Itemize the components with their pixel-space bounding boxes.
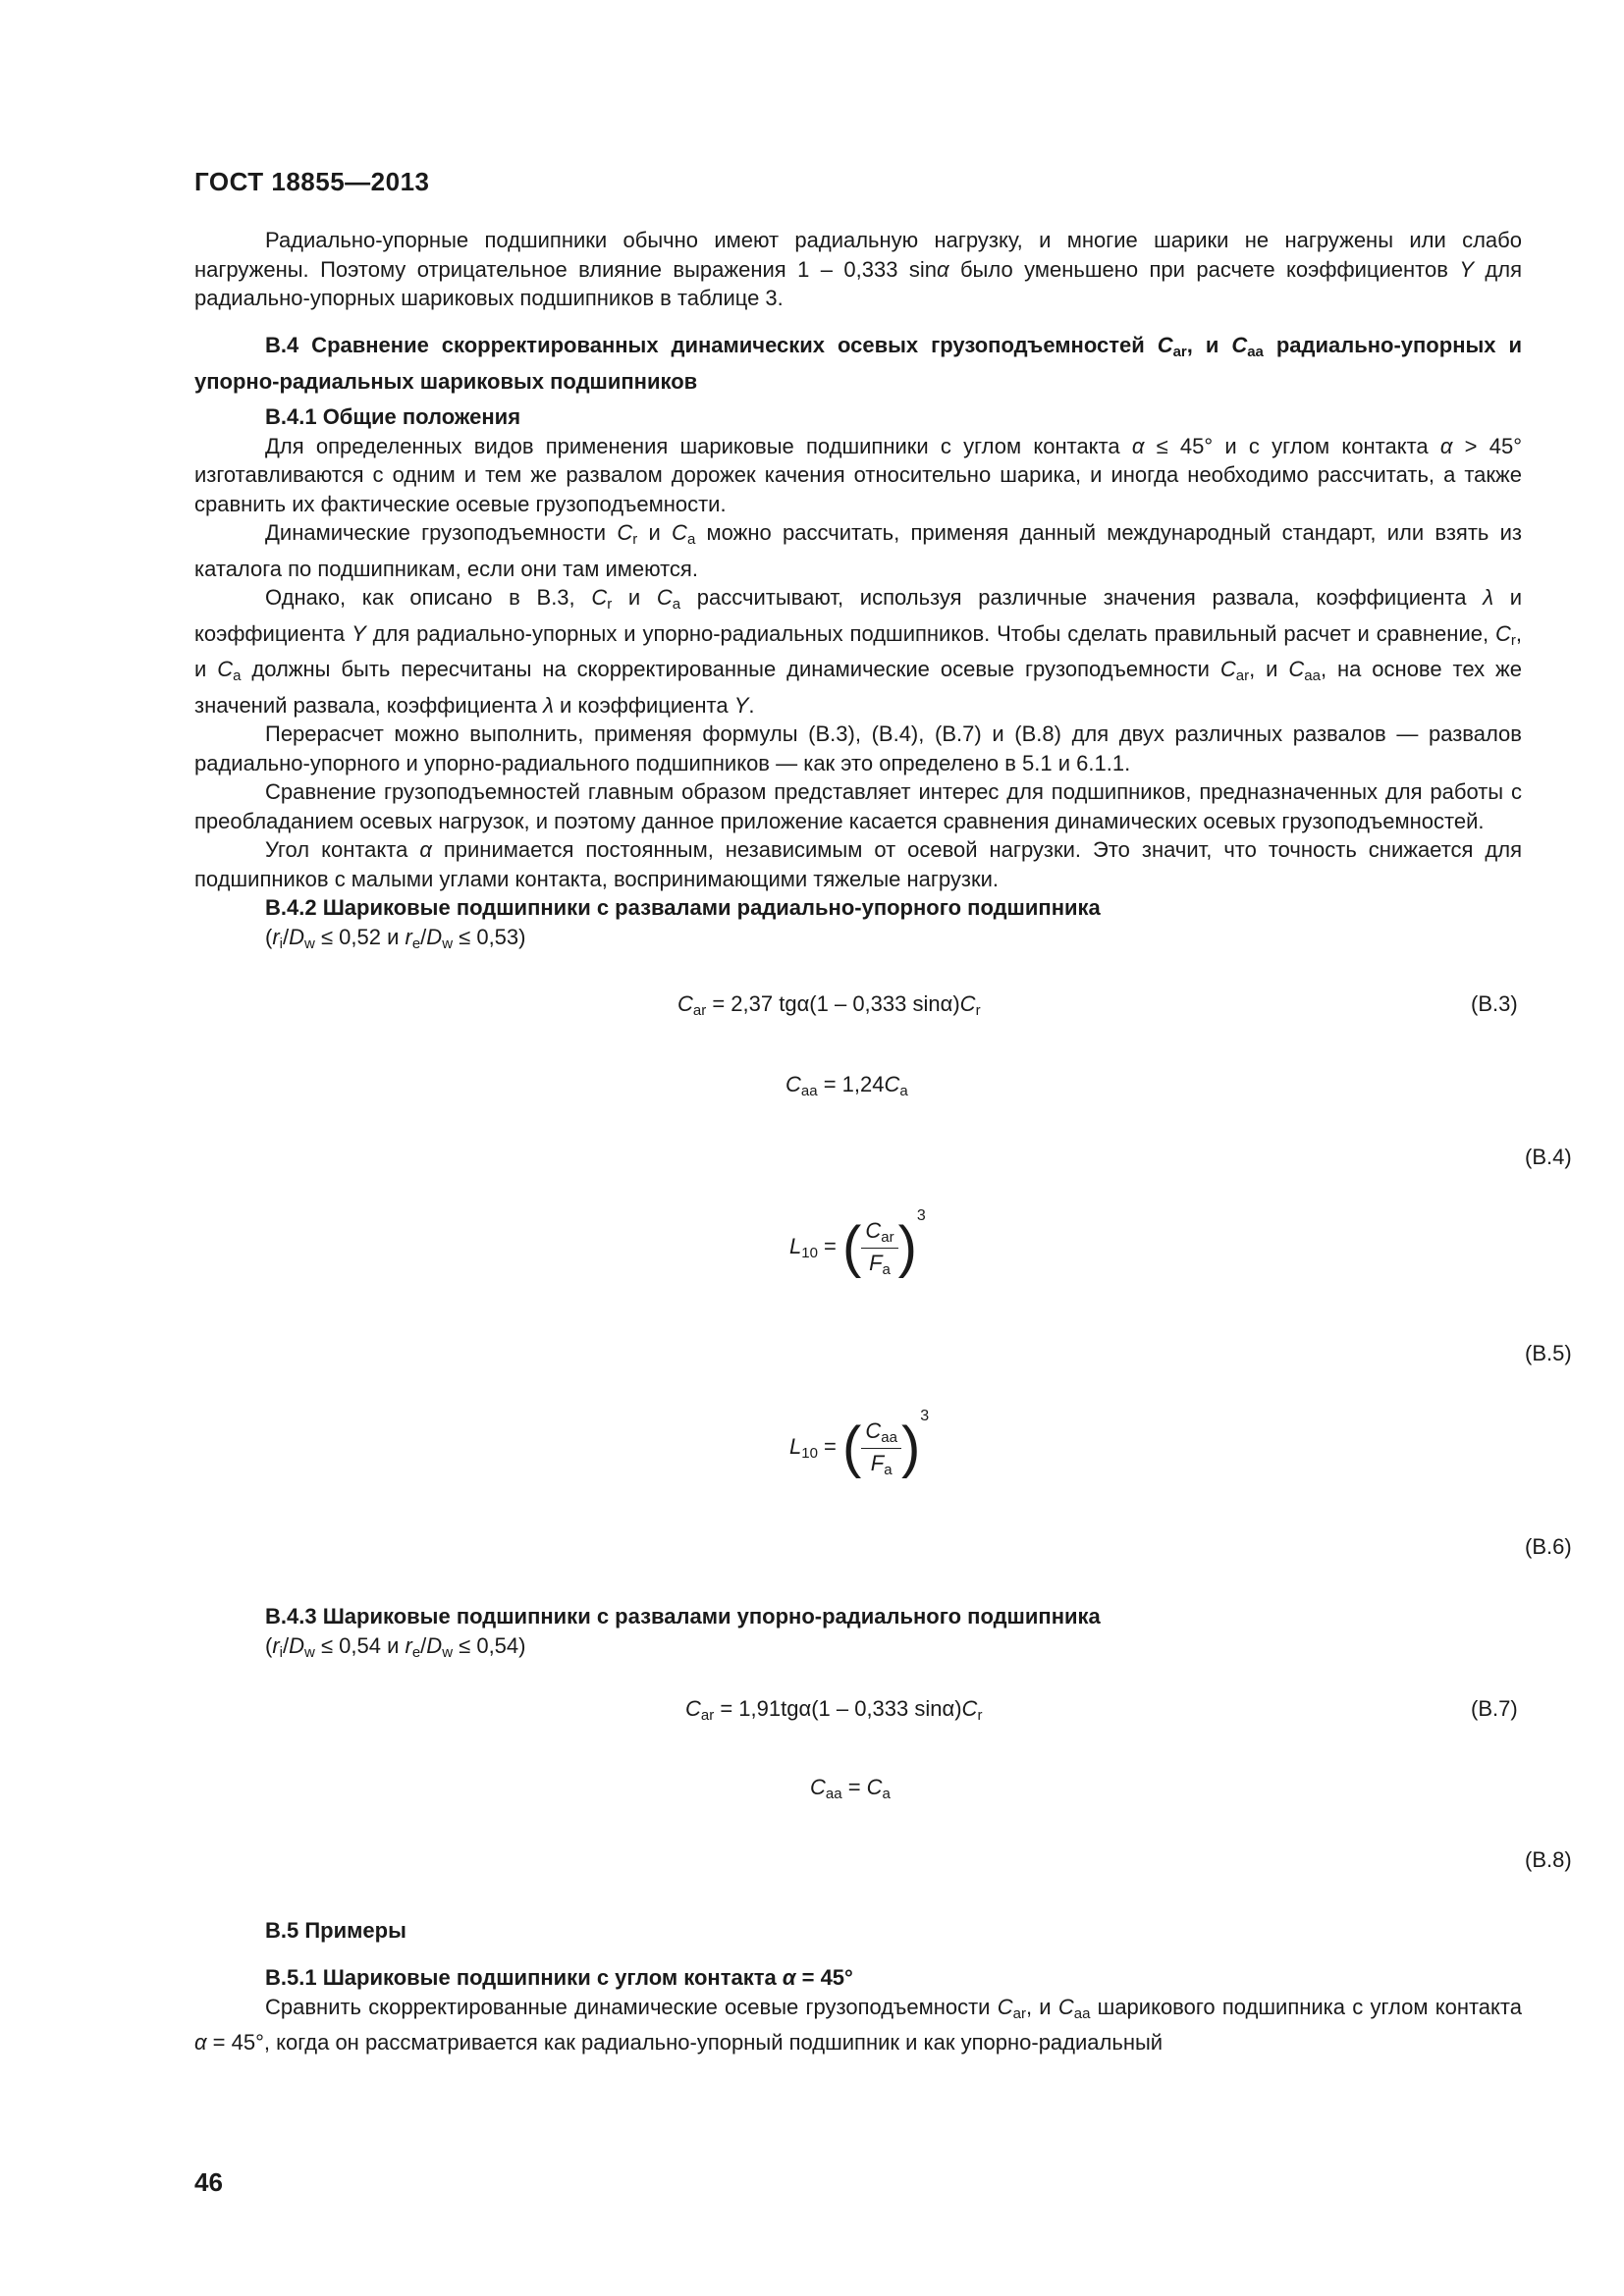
- formula-b5-fraction: [861, 1218, 897, 1278]
- formula-b6-numerator: $C_{aa}$: [861, 1418, 901, 1449]
- document-header: ГОСТ 18855—2013: [194, 167, 430, 196]
- section-b43-heading: B.4.3 Шариковые подшипники с развалами упорно-радиального подшипника: [265, 1604, 1101, 1629]
- formula-b3: $C_{ar} = 2,37$ tgα(1 – 0,333 $\sin\alpha)C_r$: [677, 991, 981, 1019]
- formula-b6-exponent: 3: [920, 1408, 930, 1424]
- formula-b6-lhs: $L_{10}$ =: [789, 1434, 837, 1462]
- intro-paragraph: [194, 226, 1522, 313]
- page-number: 46: [194, 2167, 223, 2197]
- section-b41: [194, 402, 1522, 958]
- b41-paragraph-4: Перерасчет можно выполнить, применяя формулы (B.3), (B.4), (B.7) и (B.8) для двух различных развалов — развалов радиально-упорного и упорно-радиального подшипников — как это определено в 5.1 и 6.1.1.: [194, 721, 1522, 775]
- formula-b5-close-paren: ): [897, 1215, 917, 1280]
- section-b51: [194, 1963, 1522, 2057]
- b41-paragraph-2: Динамические грузоподъемности $C_r$ и $C_a$ можно рассчитать, применяя данный международный стандарт, или взять из каталога по подшипникам, если они там имеются.: [194, 520, 1522, 581]
- section-b43: [194, 1602, 1522, 1667]
- b51-paragraph-1: Сравнить скорректированные динамические осевые грузоподъемности $C_{ar}$, и $C_{aa}$ шарикового подшипника с углом контакта α = 45°, когда он рассматривается как радиально-упорный подшипник и как упорно-радиальный: [194, 1994, 1522, 2055]
- intro-text: Радиально-упорные подшипники обычно имеют радиальную нагрузку, и многие шарики не нагружены или слабо нагружены. Поэтому отрицательное влияние выражения 1 – 0,333 sinα было уменьшено при расчете коэффициентов Y для радиально-упорных шариковых подшипников в таблице 3.: [194, 228, 1523, 310]
- formula-b6-denominator: $F_a$: [870, 1450, 893, 1478]
- formula-b8: $C_{aa} = C_a$: [810, 1775, 891, 1802]
- section-b42-condition: ($r_i/D_w \le 0,52$ и $r_e/D_w \le 0,53$): [265, 924, 526, 952]
- b41-paragraph-3: Однако, как описано в B.3, $C_r$ и $C_a$ рассчитывают, используя различные значения развала, коэффициента λ и коэффициента Y для радиально-упорных и упорно-радиальных подшипников. Чтобы сделать правильный расчет и сравнение, $C_r$, и $C_a$ должны быть пересчитаны на скорректированные динамические осевые грузоподъемности $C_{ar}$, и $C_{aa}$, на основе тех же значений развала, коэффициента λ и коэффициента Y.: [194, 585, 1523, 718]
- formula-b5-denominator: $F_a$: [869, 1250, 891, 1278]
- formula-b5-open-paren: (: [842, 1215, 862, 1280]
- section-b42-heading: B.4.2 Шариковые подшипники с развалами радиально-упорного подшипника: [265, 895, 1101, 920]
- formula-b6-close-paren: ): [900, 1415, 921, 1480]
- formula-b4: $C_{aa} = 1,24C_a$: [785, 1072, 908, 1099]
- formula-b7: $C_{ar} = 1,91tg\alpha(1 - 0,333$ $\sin\alpha)C_r$: [685, 1696, 983, 1724]
- formula-b6-fraction: [861, 1418, 901, 1478]
- eqnum-b6: (B.6): [1525, 1534, 1572, 1559]
- section-b51-heading: B.5.1 Шариковые подшипники с углом контакта α = 45°: [265, 1965, 853, 1990]
- section-b5-heading: B.5 Примеры: [265, 1918, 406, 1943]
- eqnum-b8: (B.8): [1525, 1847, 1572, 1872]
- section-b4-heading: B.4 Сравнение скорректированных динамических осевых грузоподъемностей $C_{ar}$, и $C_{aa}$ радиально-упорных и упорно-радиальных шариковых подшипников: [194, 333, 1522, 394]
- formula-b5-numerator: $C_{ar}$: [861, 1218, 897, 1249]
- formula-b6: [789, 1408, 929, 1478]
- section-b41-heading: B.4.1 Общие положения: [265, 404, 521, 429]
- eqnum-b3: (B.3): [1471, 991, 1518, 1016]
- eqnum-b5: (B.5): [1525, 1341, 1572, 1365]
- b41-paragraph-5: Сравнение грузоподъемностей главным образом представляет интерес для подшипников, предназначенных для работы с преобладанием осевых нагрузок, и поэтому данное приложение касается сравнения динамических осевых грузоподъемностей.: [194, 779, 1522, 833]
- formula-b5-exponent: 3: [916, 1207, 926, 1224]
- formula-b5: [789, 1207, 926, 1278]
- formula-b6-open-paren: (: [842, 1415, 862, 1480]
- b41-paragraph-6: Угол контакта α принимается постоянным, независимым от осевой нагрузки. Это значит, что точность снижается для подшипников с малыми углами контакта, воспринимающими тяжелые нагрузки.: [194, 837, 1522, 891]
- b41-paragraph-1: Для определенных видов применения шариковые подшипники с углом контакта α ≤ 45° и с углом контакта α > 45° изготавливаются с одним и тем же развалом дорожек качения относительно шарика, и иногда необходимо рассчитать, а также сравнить их фактические осевые грузоподъемности.: [194, 433, 1522, 516]
- eqnum-b4: (B.4): [1525, 1145, 1572, 1169]
- formula-b5-lhs: $L_{10}$ =: [789, 1234, 837, 1261]
- section-b4: [194, 331, 1522, 396]
- section-b43-condition: ($r_i/D_w \le 0,54$ и $r_e/D_w \le 0,54$): [265, 1632, 526, 1661]
- section-b5: [194, 1916, 1522, 1946]
- eqnum-b7: (B.7): [1471, 1696, 1518, 1721]
